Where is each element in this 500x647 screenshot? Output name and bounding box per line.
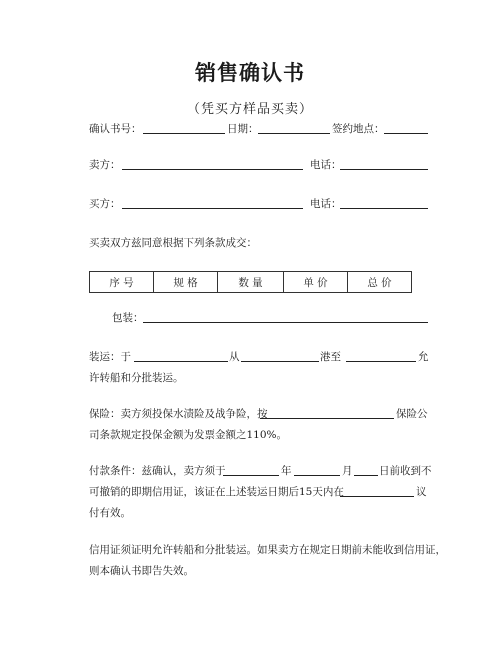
buyer-phone-label: 电话： (310, 198, 342, 210)
document-title: 销售确认书 (195, 60, 305, 85)
confirm-no-label: 确认书号： (89, 123, 142, 135)
shipping-line2: 许转船和分批装运。 (89, 372, 184, 384)
shipping-from-port-field[interactable] (241, 361, 319, 362)
payment-month-field[interactable] (294, 475, 340, 476)
payment-prefix: 付款条件：兹确认，卖方须于 (89, 465, 226, 477)
buyer-label: 买方： (89, 198, 121, 210)
header-total-price: 总 价 (348, 272, 412, 293)
insurance-line2: 司条款规定投保金额为发票金额之110%。 (89, 429, 288, 441)
header-unit-price: 单 价 (284, 272, 348, 293)
shipping-date-field[interactable] (134, 361, 228, 362)
table-header-row (90, 272, 412, 293)
buyer-phone-field[interactable] (340, 208, 428, 209)
insurance-prefix: 保险：卖方须投保水渍险及战争险，按 (89, 408, 268, 420)
shipping-suffix: 允 (418, 351, 429, 363)
insurance-company-field[interactable] (260, 418, 394, 419)
header-spec: 规 格 (154, 272, 218, 293)
payment-line3: 付有效。 (89, 507, 131, 519)
shipping-to-port-field[interactable] (346, 361, 416, 362)
items-table (89, 271, 412, 293)
payment-line2-suffix: 议 (416, 486, 427, 498)
place-field[interactable] (384, 133, 428, 134)
payment-year-field[interactable] (223, 475, 279, 476)
insurance-suffix: 保险公 (396, 408, 428, 420)
lc-clause-line2: 则本确认书即告失效。 (89, 565, 194, 577)
buyer-field[interactable] (122, 208, 303, 209)
place-label: 签约地点： (332, 123, 385, 135)
packing-label: 包装： (112, 312, 144, 324)
seller-field[interactable] (122, 169, 303, 170)
payment-month-label: 月 (342, 465, 353, 477)
header-quantity: 数 量 (218, 272, 284, 293)
payment-suffix: 日前收到不 (379, 465, 432, 477)
date-field[interactable] (258, 133, 330, 134)
payment-place-field[interactable] (340, 496, 414, 497)
shipping-from-label: 从 (229, 351, 240, 363)
document-subtitle: （凭买方样品买卖） (186, 102, 313, 117)
header-serial-no: 序 号 (90, 272, 154, 293)
confirm-no-field[interactable] (143, 133, 225, 134)
payment-line2: 可撤销的即期信用证，该证在上述装运日期后15天内在 (89, 486, 344, 498)
seller-phone-label: 电话： (310, 159, 342, 171)
seller-label: 卖方： (89, 159, 121, 171)
payment-year-label: 年 (281, 465, 292, 477)
seller-phone-field[interactable] (340, 169, 428, 170)
shipping-port-label: 港至 (320, 351, 341, 363)
payment-day-field[interactable] (354, 475, 378, 476)
date-label: 日期： (227, 123, 259, 135)
shipping-prefix: 装运：于 (89, 351, 131, 363)
lc-clause-line1: 信用证须证明允许转船和分批装运。如果卖方在规定日期前未能收到信用证， (89, 544, 446, 556)
packing-field[interactable] (143, 322, 428, 323)
agreement-text: 买卖双方兹同意根据下列条款成交： (89, 237, 257, 249)
